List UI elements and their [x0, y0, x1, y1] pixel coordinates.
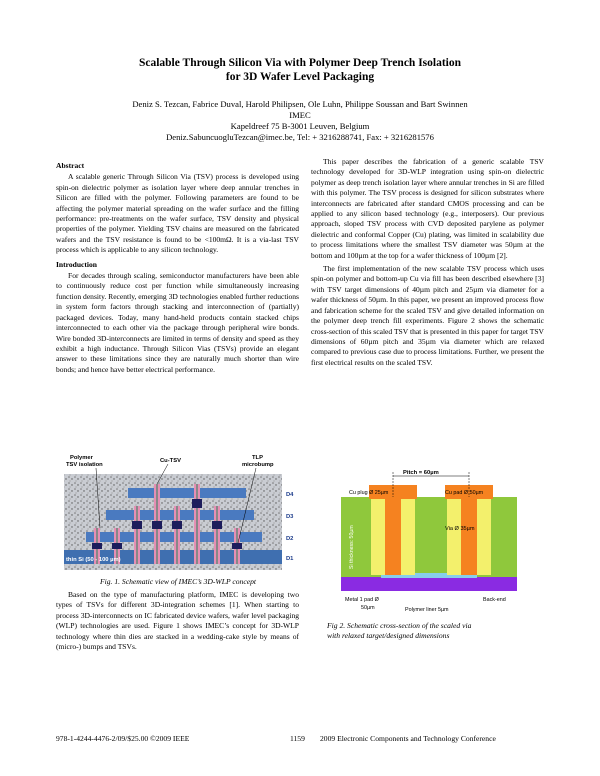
fig1-label-d1: D1 [286, 556, 294, 562]
footer-isbn: 978-1-4244-4476-2/09/$25.00 ©2009 IEEE [56, 734, 190, 743]
author-address: Kapeldreef 75 B-3001 Leuven, Belgium [230, 121, 370, 131]
polymer-liner-left [371, 499, 385, 575]
footer-page-number: 1159 [290, 734, 305, 743]
right-column [311, 157, 544, 368]
right-paragraph-2: The first implementation of the new scalable TSV process which uses spin-on polymer and bottom-up Cu via fill has been described elsewhere [3] with TSV target dimensions of 40µm pitch and 25µm via diameter for a wafer thickness of 50µm. In this paper, we present an improved process flow and fabrication scheme for the scaled TSV and give detailed information on the polymer deep trench fill experiments. Figure 2 shows the schematic cross-section of this scaled TSV that is presented in this paper for target TSV dimensions of 60µm pitch and 35µm via diameter which are relaxed compared to previous case due to process limitations. Further, we present the first electrical results on the scaled TSV. [311, 264, 544, 367]
layer-d4 [128, 488, 246, 498]
left-column-lower [56, 590, 299, 652]
fig2-label-cu-pad: Cu pad Ø 50µm [445, 490, 484, 496]
polymer-liner-right [477, 499, 491, 575]
fig2-label-pitch: Pitch = 60µm [403, 470, 439, 476]
introduction-paragraph-2: Based on the type of manufacturing platform, IMEC is developing two types of TSVs for different 3D-integration schemes [1]. When starting to process 3D-interconnects on IC fabricated device wafers, wafer level packaging (WLP) technologies are used. Figure 1 shows IMEC’s concept for 3D-WLP technology where thin dies are stacked in a wedding-cake style by means of (micro-) bumps and TSVs. [56, 590, 299, 652]
polymer-liner-inner-left [401, 499, 415, 575]
fig2-label-polymer-liner: Polymer liner 5µm [405, 607, 449, 613]
fig1-label-thin-si: thin Si (50 - 100 µm) [66, 557, 121, 563]
fig2-label-si-thickness: Si thickness: 50µm [349, 525, 355, 569]
author-affiliation: IMEC [289, 110, 311, 120]
fig2-label-via: Via Ø 35µm [445, 526, 475, 532]
paper-title [0, 56, 600, 84]
figure-2-caption [327, 621, 547, 641]
fig1-label-tsv-isolation: TSV isolation [66, 462, 103, 468]
fig1-label-microbump: microbump [242, 462, 274, 468]
cu-via-right [461, 497, 477, 575]
fig1-label-d4: D4 [286, 492, 294, 498]
introduction-paragraph-1: For decades through scaling, semiconductor manufacturers have been able to continuously reduce cost per function while simultaneously increasing function density. Recently, emerging 3D technologies enabled further reductions in system form factors through stacking and interconnection of (partially) packaged devices. Today, many hand-held products contain stacked chips interconnected to each other via the package through peripheral wire bonds. Wire bonded 3D-interconnects are limited in terms of density and speed as they exhibit a high inductance. Through Silicon Vias (TSVs) provide an elegant answer to these limitations since they are naturally much shorter than wire bonds; and hence have better electrical performance. [56, 271, 299, 374]
fig2-label-back-end: Back-end [483, 597, 506, 603]
right-paragraph-1: This paper describes the fabrication of a generic scalable TSV technology developed for 3D-WLP integration using spin-on dielectric polymer as deep trench isolation layer where annular trenches in Si are filled with this polymer. The TSV process is designed for silicon substrates where interconnects are fabricated after standard CMOS processing and can be applied to any silicon based technology (e.g., interposers). Our previous approach, sloped TSV process with CVD deposited parylene as polymer dielectric and conformal Copper (Cu) plating, was limited in scalability due to process limitations where the smallest TSV diameter was 50µm at the bottom and 100µm at the top for a wafer thickness of 100µm [2]. [311, 157, 544, 260]
abstract-text: A scalable generic Through Silicon Via (TSV) process is developed using spin-on dielectric polymer as isolation layer where deep annular trenches in Silicon are filled with the polymer. Following parameters are found to be affecting the polymer material spreading on the wafer surface and the filling performance: pre-treatments on the wafer surface, TSV density and physical properties of the polymer. Yielding TSV chains are measured on the fabricated wafers and the TSV resistance is found to be <100mΩ. It is a via-last TSV process which is applicable to any silicon technology. [56, 172, 299, 255]
figure-2-caption-line-2: with relaxed target/designed dimensions [327, 631, 450, 640]
fig1-label-tlp: TLP [252, 455, 263, 461]
footer-conference: 2009 Electronic Components and Technology Conference [320, 734, 496, 743]
fig2-label-metal1-pad-line2: 50µm [361, 605, 375, 611]
introduction-heading: Introduction [56, 259, 97, 269]
figure-2-caption-line-1: Fig 2. Schematic cross-section of the scaled via [327, 621, 472, 630]
cu-via-left [385, 497, 401, 575]
author-contact: Deniz.SabuncuogluTezcan@imec.be, Tel: + 3216288741, Fax: + 3216281576 [166, 132, 434, 142]
title-line-2: for 3D Wafer Level Packaging [225, 71, 375, 83]
figure-2-scaled-via-cross-section [327, 467, 529, 617]
fig1-label-cu-tsv: Cu-TSV [160, 458, 181, 464]
author-block [0, 99, 600, 143]
fig2-label-metal1-pad-line1: Metal 1 pad Ø [345, 597, 379, 603]
author-names: Deniz S. Tezcan, Fabrice Duval, Harold Philipsen, Ole Luhn, Philippe Soussan and Bart Swinnen [132, 99, 468, 109]
fig2-label-cu-plug: Cu plug Ø 25µm [349, 490, 389, 496]
polymer-liner-mid [447, 499, 461, 575]
left-column [56, 161, 299, 375]
back-end-layer [341, 577, 517, 591]
title-line-1: Scalable Through Silicon Via with Polymer Deep Trench Isolation [138, 57, 462, 69]
abstract-heading: Abstract [56, 161, 85, 170]
fig1-label-polymer: Polymer [70, 455, 93, 461]
figure-1-caption: Fig. 1. Schematic view of IMEC’s 3D-WLP concept [100, 577, 256, 586]
fig1-label-d3: D3 [286, 514, 294, 520]
fig1-label-d2: D2 [286, 536, 294, 542]
figure-1-3d-wlp-schematic [56, 452, 300, 570]
